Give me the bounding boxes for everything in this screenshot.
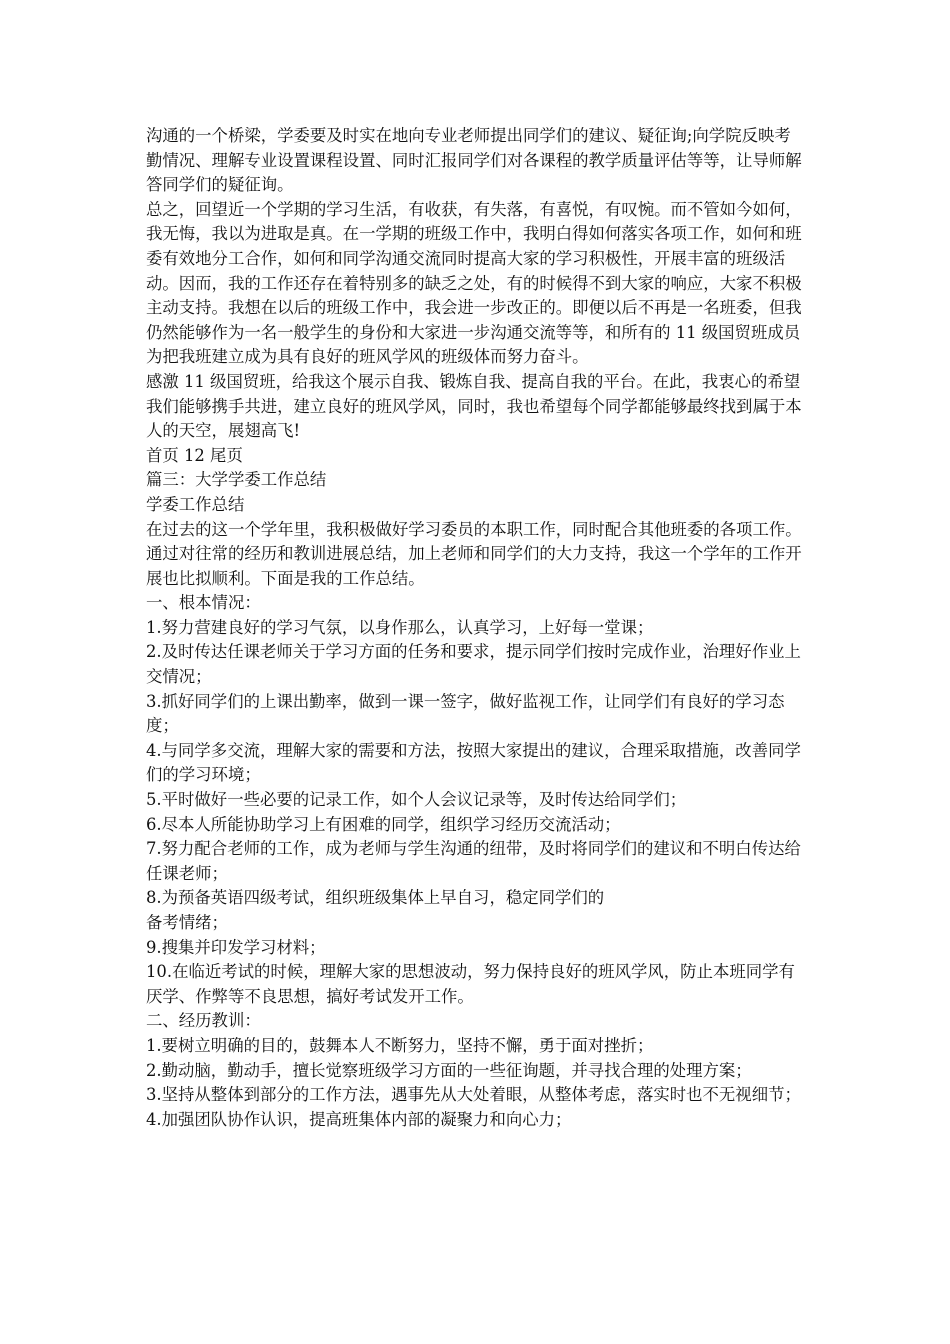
- list-item: 2.勤动脑，勤动手，擅长觉察班级学习方面的一些征询题，并寻找合理的处理方案；: [146, 1060, 752, 1080]
- list-item: 1.要树立明确的目的，鼓舞本人不断努力，坚持不懈，勇于面对挫折；: [146, 1035, 654, 1055]
- list-item: 8.为预备英语四级考试，组织班级集体上早自习，稳定同学们的: [146, 888, 605, 908]
- list-item: 4.与同学多交流，理解大家的需要和方法，按照大家提出的建议，合理采取措施，改善同学们的学习环境；: [146, 740, 801, 785]
- document-title: 学委工作总结: [146, 494, 245, 514]
- list-item-continuation: 备考情绪；: [146, 913, 228, 932]
- subsection-heading: 一、根本情况：: [146, 593, 261, 613]
- list-item: 6.尽本人所能协助学习上有困难的同学，组织学习经历交流活动；: [146, 814, 621, 834]
- paragraph: 感激 11 级国贸班，给我这个展示自我、锻炼自我、提高自我的平台。在此，我衷心的希望我们能够携手共进，建立良好的班风学风，同时，我也希望每个同学都能够最终找到属于本人的天空，展翅高飞!: [146, 371, 802, 441]
- paragraph: 在过去的这一个学年里，我积极做好学习委员的本职工作，同时配合其他班委的各项工作。通过对往常的经历和教训进展总结，加上老师和同学们的大力支持，我这一个学年的工作开展也比拟顺利。下面是我的工作总结。: [146, 519, 802, 588]
- list-item: 7.努力配合老师的工作，成为老师与学生沟通的纽带，及时将同学们的建议和不明白传达给任课老师；: [146, 839, 801, 883]
- list-item: 5.平时做好一些必要的记录工作，如个人会议记录等，及时传达给同学们；: [146, 790, 687, 810]
- list-item: 9.搜集并印发学习材料；: [146, 937, 326, 957]
- list-item: 2.及时传达任课老师关于学习方面的任务和要求，提示同学们按时完成作业，治理好作业上交情况；: [146, 642, 801, 687]
- list-item: 1.努力营建良好的学习气氛，以身作那么，认真学习，上好每一堂课；: [146, 617, 654, 637]
- list-item: 4.加强团队协作认识，提高班集体内部的凝聚力和向心力；: [146, 1109, 572, 1129]
- list-item: 10.在临近考试的时候，理解大家的思想波动，努力保持良好的班风学风，防止本班同学有厌学、作弊等不良思想，搞好考试发开工作。: [146, 962, 795, 1006]
- document-body: [146, 124, 806, 1132]
- paragraph: 沟通的一个桥梁，学委要及时实在地向专业老师提出同学们的建议、疑征询;向学院反映考勤情况、理解专业设置课程设置、同时汇报同学们对各课程的教学质量评估等等，让导师解答同学们的疑征询。: [146, 126, 802, 195]
- paragraph: 总之，回望近一个学期的学习生活，有收获，有失落，有喜悦，有叹惋。而不管如今如何，我无悔，我以为进取是真。在一学期的班级工作中，我明白得如何落实各项工作，如何和班委有效地分工合作，如何和同学沟通交流同时提高大家的学习积极性，开展丰富的班级活动。因而，我的工作还存在着特别多的缺乏之处，有的时候得不到大家的响应，大家不积极主动支持。我想在以后的班级工作中，我会进一步改正的。即便以后不再是一名班委，但我仍然能够作为一名一般学生的身份和大家进一步沟通交流等等，和所有的 11 级国贸班成员为把我班建立成为具有良好的班风学风的班级体而努力奋斗。: [146, 199, 802, 367]
- page-navigation-text: 首页 12 尾页: [146, 445, 243, 465]
- list-item: 3.抓好同学们的上课出勤率，做到一课一签字，做好监视工作，让同学们有良好的学习态度；: [146, 691, 785, 736]
- subsection-heading: 二、经历教训：: [146, 1011, 261, 1031]
- section-heading: 篇三：大学学委工作总结: [146, 470, 327, 490]
- list-item: 3.坚持从整体到部分的工作方法，遇事先从大处着眼，从整体考虑，落实时也不无视细节；: [146, 1085, 801, 1105]
